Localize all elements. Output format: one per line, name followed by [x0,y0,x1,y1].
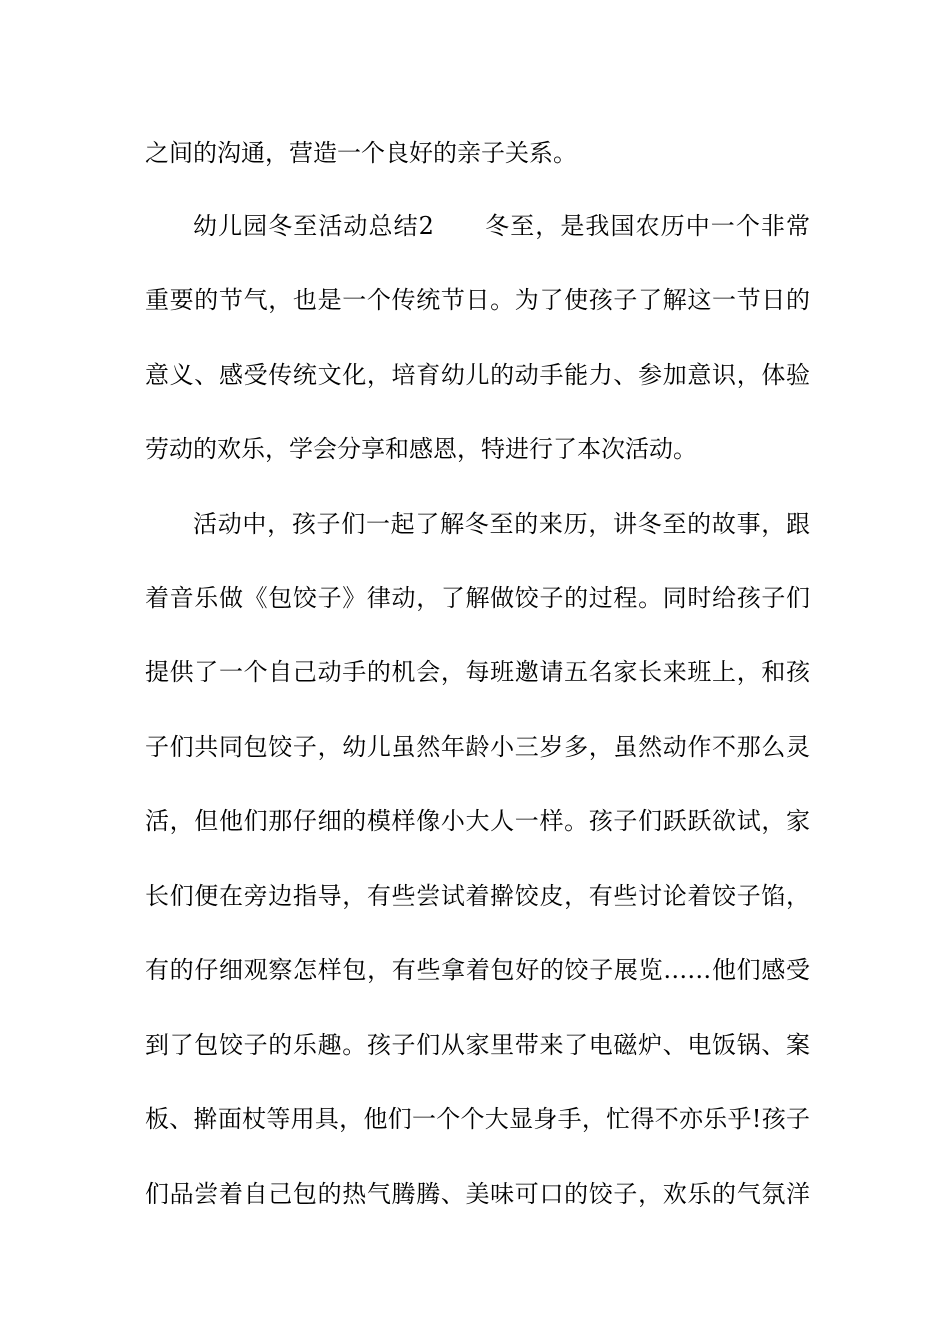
text-line: 着音乐做《包饺子》律动，了解做饺子的过程。同时给孩子们 [145,584,810,612]
text-line: 到了包饺子的乐趣。孩子们从家里带来了电磁炉、电饭锅、案 [145,1031,810,1059]
text-line: 子们共同包饺子，幼儿虽然年龄小三岁多，虽然动作不那么灵 [145,733,810,761]
text-line: 重要的节气，也是一个传统节日。为了使孩子了解这一节日的 [145,286,810,314]
text-line: 们品尝着自己包的热气腾腾、美味可口的饺子，欢乐的气氛洋 [145,1180,810,1208]
text-line: 之间的沟通，营造一个良好的亲子关系。 [145,139,577,167]
text-line: 有的仔细观察怎样包，有些拿着包好的饺子展览……他们感受 [145,956,810,984]
text-line: 活，但他们那仔细的模样像小大人一样。孩子们跃跃欲试，家 [145,807,810,835]
text-line: 提供了一个自己动手的机会，每班邀请五名家长来班上，和孩 [145,658,810,686]
text-line: 长们便在旁边指导，有些尝试着擀饺皮，有些讨论着饺子馅， [145,882,810,910]
text-line: 意义、感受传统文化，培育幼儿的动手能力、参加意识，体验 [145,361,810,389]
section-heading-line: 幼儿园冬至活动总结2 冬至，是我国农历中一个非常 [193,212,810,240]
paragraph-start-line: 活动中，孩子们一起了解冬至的来历，讲冬至的故事，跟 [193,510,810,538]
text-line: 劳动的欢乐，学会分享和感恩，特进行了本次活动。 [145,435,697,463]
text-line: 板、擀面杖等用具，他们一个个大显身手，忙得不亦乐乎!孩子 [145,1105,810,1133]
